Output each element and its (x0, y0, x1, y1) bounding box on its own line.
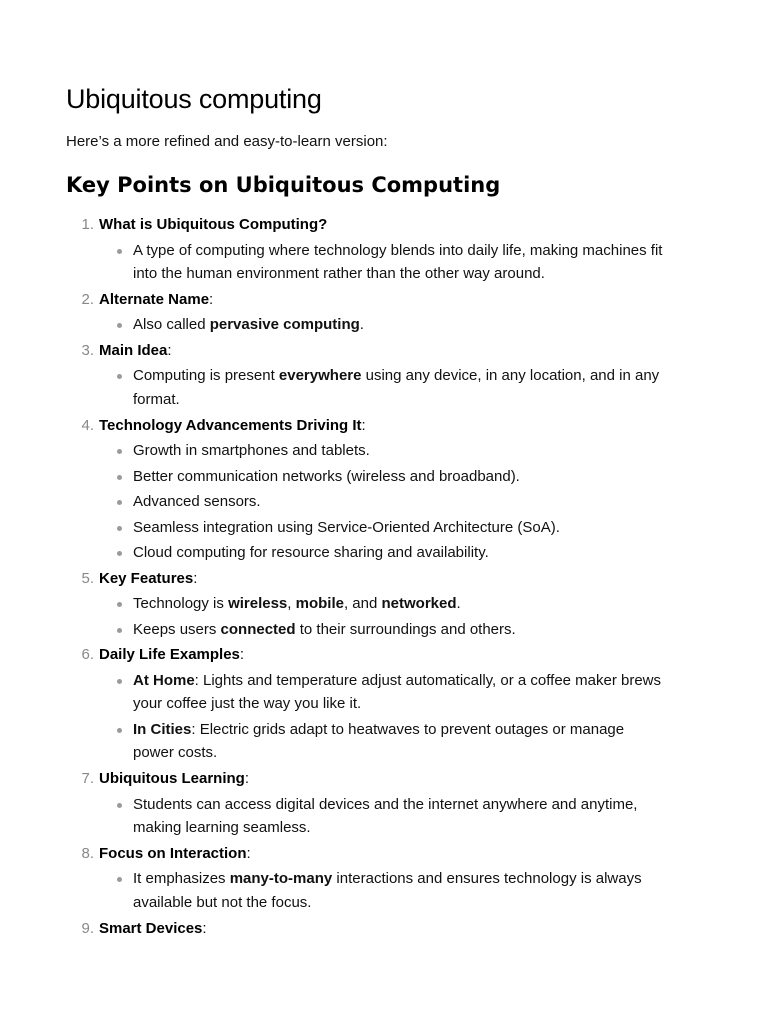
bold-text: connected (220, 620, 296, 638)
list-number: 7. (81, 770, 94, 788)
list-number: 9. (81, 919, 94, 937)
point-label: Alternate Name (99, 290, 210, 308)
point-label-suffix: : (246, 844, 251, 862)
bullet-item (99, 793, 702, 840)
bullet-item (99, 465, 702, 489)
bullet-text: using any device, in any location, and in any format. (133, 367, 660, 408)
point-heading (99, 216, 327, 233)
point-label-suffix: : (202, 919, 207, 937)
point-label-suffix: : (244, 770, 249, 788)
list-number: 8. (81, 844, 94, 862)
bullet-text: : Lights and temperature adjust automatically, or a coffee maker brews your coffee just the way you like it. (133, 671, 662, 713)
bullet-text: Seamless integration using Service-Oriented Architecture (SoA). (133, 518, 560, 536)
bullet-text: Students can access digital devices and the internet anywhere and anytime, making learning seamless. (133, 795, 638, 837)
point-label: Focus on Interaction (99, 844, 247, 862)
list-item (66, 567, 702, 642)
list-item (66, 917, 702, 941)
point-heading (99, 570, 197, 587)
bullet-text: Keeps users (133, 620, 221, 638)
bullet-text: , and (343, 595, 382, 613)
bullet-item (99, 439, 702, 463)
point-label: What is Ubiquitous Computing? (99, 216, 328, 233)
bold-text: mobile (295, 595, 344, 613)
list-item (66, 643, 702, 765)
point-label-suffix: : (167, 341, 172, 359)
bullet-text: Computing is present (133, 367, 279, 385)
bullet-text: . (456, 595, 461, 613)
bullet-list (99, 592, 702, 641)
list-number: 4. (81, 416, 94, 434)
bullet-item (99, 867, 702, 914)
bullet-text: Technology is (133, 595, 229, 613)
bullet-text: to their surroundings and others. (295, 620, 516, 638)
bold-text: pervasive computing (209, 316, 360, 334)
bold-text: networked (381, 595, 457, 613)
bullet-text: Advanced sensors. (133, 493, 261, 511)
bullet-list (99, 239, 702, 286)
bullet-list (99, 364, 702, 411)
list-number: 1. (81, 216, 94, 233)
list-item (66, 288, 702, 337)
point-label-suffix: : (193, 569, 198, 587)
point-heading (99, 291, 213, 308)
bullet-item (99, 592, 702, 616)
point-label-suffix: : (361, 416, 366, 434)
bullet-item (99, 541, 702, 565)
bullet-list (99, 439, 702, 565)
bullet-text: : Electric grids adapt to heatwaves to prevent outages or manage power costs. (133, 720, 625, 762)
point-label-suffix: : (209, 290, 214, 308)
list-item (66, 414, 702, 565)
point-label: Daily Life Examples (99, 646, 240, 664)
list-item (66, 213, 702, 286)
point-label: Technology Advancements Driving It (99, 416, 362, 434)
bullet-item (99, 490, 702, 514)
point-heading (99, 770, 249, 787)
bullet-item (99, 516, 702, 540)
page-title: Ubiquitous computing (66, 84, 322, 114)
list-number: 2. (81, 290, 94, 308)
point-heading (99, 417, 366, 434)
key-points-list (66, 213, 702, 940)
bullet-text: Better communication networks (wireless and broadband). (133, 467, 520, 485)
bold-text: wireless (228, 595, 288, 613)
bullet-text: A type of computing where technology blends into daily life, making machines fit into the human environment rather than the other way around. (133, 241, 663, 282)
bullet-item (99, 313, 702, 337)
bullet-item (99, 618, 702, 642)
point-heading (99, 845, 251, 862)
bullet-text: Growth in smartphones and tablets. (133, 442, 370, 460)
bullet-text: It emphasizes (133, 870, 230, 888)
bullet-item (99, 364, 702, 411)
bullet-list (99, 313, 702, 337)
bullet-item (99, 669, 702, 716)
point-label: Ubiquitous Learning (99, 770, 245, 788)
bullet-list (99, 669, 702, 765)
intro-text: Here’s a more refined and easy-to-learn version: (66, 133, 388, 150)
bullet-text: . (359, 316, 364, 334)
bullet-list (99, 867, 702, 914)
point-heading (99, 920, 207, 937)
point-label: Smart Devices (99, 919, 203, 937)
bullet-text: Also called (133, 316, 210, 334)
list-number: 5. (81, 569, 94, 587)
bullet-item (99, 239, 702, 286)
bullet-text: , (287, 595, 296, 613)
bullet-list (99, 793, 702, 840)
section-heading: Key Points on Ubiquitous Computing (66, 173, 501, 197)
point-label: Main Idea (99, 341, 168, 359)
point-heading (99, 342, 172, 359)
bullet-item (99, 718, 702, 765)
bullet-text: Cloud computing for resource sharing and availability. (133, 544, 489, 562)
bold-text: In Cities (133, 720, 192, 738)
bold-text: everywhere (278, 367, 362, 385)
list-item (66, 767, 702, 840)
bullet-text: interactions and ensures technology is always available but not the focus. (133, 870, 642, 911)
list-number: 3. (81, 341, 94, 359)
point-label: Key Features (99, 569, 194, 587)
list-item (66, 842, 702, 915)
point-heading (99, 646, 244, 663)
point-label-suffix: : (239, 646, 245, 664)
list-item (66, 339, 702, 412)
bold-text: many-to-many (229, 870, 333, 888)
list-number: 6. (81, 646, 94, 664)
bold-text: At Home (133, 671, 195, 689)
